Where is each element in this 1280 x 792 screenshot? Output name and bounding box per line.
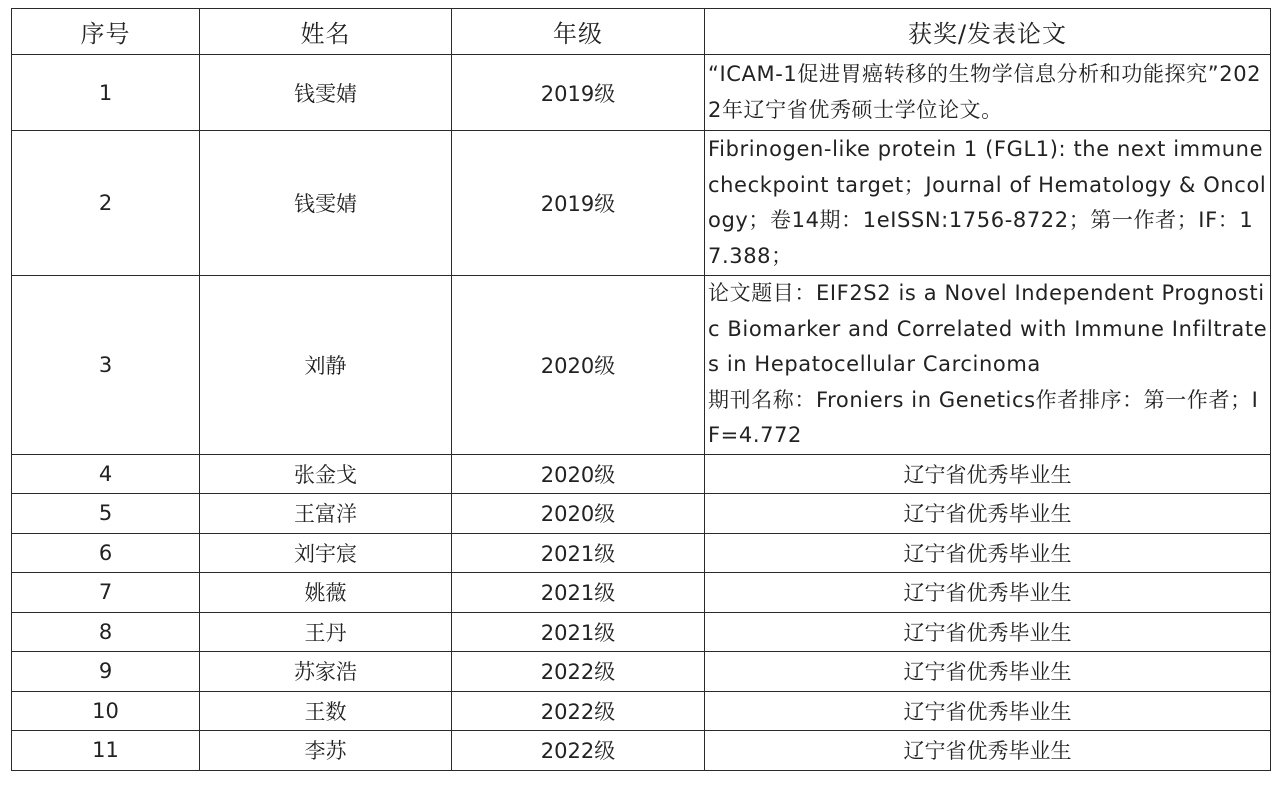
student-grade: 2019级 [452,131,705,276]
header-award-paper: 获奖/发表论文 [705,9,1271,55]
award-text: 辽宁省优秀毕业生 [705,731,1271,771]
award-text: 辽宁省优秀毕业生 [705,533,1271,573]
student-grade: 2020级 [452,494,705,534]
table-row [12,731,1271,771]
row-number: 1 [12,55,200,131]
table-row [12,55,1271,131]
award-paper-text: “ICAM-1促进胃癌转移的生物学信息分析和功能探究”2022年辽宁省优秀硕士学位论文。 [705,55,1271,131]
header-number: 序号 [12,9,200,55]
table-row [12,573,1271,613]
student-name: 苏家浩 [200,652,452,692]
header-name: 姓名 [200,9,452,55]
row-number: 8 [12,612,200,652]
student-name: 钱雯婧 [200,55,452,131]
student-grade: 2019级 [452,55,705,131]
paper-title-line: 论文题目：EIF2S2 is a Novel Independent Prognostic Biomarker and Correlated with Immune Infiltrates in Hepatocellular Carcinoma [708,281,1268,376]
student-name: 王数 [200,691,452,731]
table-row [12,454,1271,494]
table-row [12,131,1271,276]
student-name: 刘宇宸 [200,533,452,573]
table-row [12,691,1271,731]
student-grade: 2021级 [452,533,705,573]
paper-journal-line: 期刊名称：Froniers in Genetics作者排序：第一作者；IF=4.772 [708,387,1259,447]
row-number: 9 [12,652,200,692]
student-grade: 2022级 [452,731,705,771]
row-number: 2 [12,131,200,276]
table-row [12,612,1271,652]
award-paper-text: Fibrinogen-like protein 1 (FGL1): the next immune checkpoint target；Journal of Hematology & Oncology；卷14期：1eISSN:1756-8722；第一作者；IF：17.388； [705,131,1271,276]
student-name: 刘静 [200,276,452,455]
student-grade: 2020级 [452,276,705,455]
table-row [12,533,1271,573]
awards-table [11,8,1271,771]
award-text: 辽宁省优秀毕业生 [705,573,1271,613]
student-grade: 2021级 [452,573,705,613]
row-number: 11 [12,731,200,771]
awards-table-container [11,8,1271,771]
table-row [12,494,1271,534]
row-number: 6 [12,533,200,573]
award-text: 辽宁省优秀毕业生 [705,454,1271,494]
award-text: 辽宁省优秀毕业生 [705,691,1271,731]
award-paper-text [705,276,1271,455]
row-number: 7 [12,573,200,613]
student-grade: 2022级 [452,652,705,692]
award-text: 辽宁省优秀毕业生 [705,612,1271,652]
student-name: 姚薇 [200,573,452,613]
row-number: 5 [12,494,200,534]
header-grade: 年级 [452,9,705,55]
student-grade: 2021级 [452,612,705,652]
student-name: 钱雯婧 [200,131,452,276]
row-number: 4 [12,454,200,494]
student-name: 张金戈 [200,454,452,494]
table-header-row [12,9,1271,55]
student-name: 李苏 [200,731,452,771]
row-number: 10 [12,691,200,731]
student-grade: 2022级 [452,691,705,731]
student-name: 王丹 [200,612,452,652]
award-text: 辽宁省优秀毕业生 [705,652,1271,692]
row-number: 3 [12,276,200,455]
student-name: 王富洋 [200,494,452,534]
student-grade: 2020级 [452,454,705,494]
table-row [12,276,1271,455]
table-row [12,652,1271,692]
award-text: 辽宁省优秀毕业生 [705,494,1271,534]
